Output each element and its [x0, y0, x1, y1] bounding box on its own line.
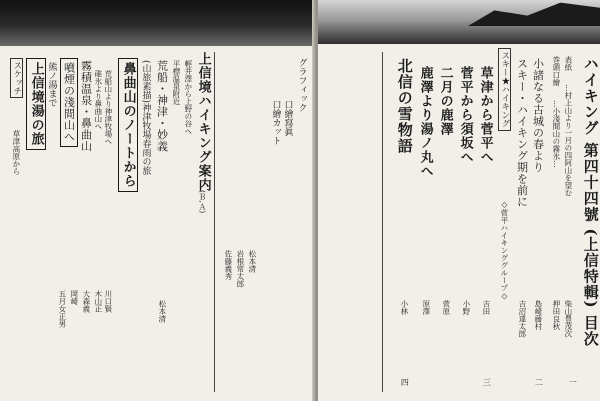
ski-route-1: 草津から菅平へ	[477, 66, 493, 164]
story-2: 碓氷より鼻曲山へ	[93, 70, 103, 130]
header-photo-right	[318, 0, 600, 44]
ski-author-3: 菅原	[441, 300, 451, 315]
frontispiece-credit: 押田良秋	[551, 300, 561, 330]
story-3: 霧積温泉・鼻曲山	[79, 60, 93, 152]
header-photo-left	[0, 0, 314, 46]
article-1-author: 島崎藤村	[533, 300, 543, 330]
masthead: ハイキング 第四十四號 (上信特輯) 目次	[581, 56, 600, 347]
mountain-sub: (山旅素描)神津牧場春雨の旅	[140, 60, 151, 176]
mountain-silhouette	[468, 0, 600, 26]
sketch-label: スケッチ	[10, 58, 23, 98]
north-title: 北信の雪物語	[395, 58, 414, 154]
column-divider	[214, 52, 215, 392]
right-column-divider	[382, 52, 383, 392]
article-1: 小諸なる古城の春より	[531, 58, 545, 173]
boundary-title: 上信境湯の旅	[26, 58, 46, 150]
ski-author-1: 吉田	[481, 300, 491, 315]
graphic-item-1: 松本清	[247, 250, 257, 273]
page-label-1: 一	[568, 378, 578, 386]
ski-route-4: 鹿澤より湯ノ丸へ	[417, 66, 433, 178]
ski-route-2: 菅平から須坂へ	[457, 66, 473, 164]
page-label-4: 四	[400, 378, 410, 386]
hiking-guide-line-1: 輕井澤から上野の谷へ	[183, 60, 193, 135]
story-author-4: 岡崎	[69, 290, 79, 305]
photos-label: 口繪寫眞	[282, 100, 293, 136]
hiking-guide-sub: (Ｂ,Ａ)	[197, 190, 207, 214]
story-4: 噴煙の淺間山へ	[60, 58, 78, 147]
page-label-2: 二	[534, 378, 544, 386]
cover-text: …村上山より一月の四阿山を望む	[563, 84, 573, 197]
story-author-5: 五月女正男	[57, 290, 67, 328]
frontispiece-label: 巻頭口繪	[551, 56, 561, 86]
north-author: 小林	[399, 300, 409, 315]
right-page	[318, 0, 600, 401]
essay-author: 松本清	[157, 300, 167, 323]
graphic-item-2: 岩根常太郎	[235, 250, 245, 288]
story-author-2: 木山正	[93, 290, 103, 313]
ski-author-2: 小野	[461, 300, 471, 315]
ski-route-3: 二月の鹿澤	[437, 66, 453, 136]
cover-label: 表紙	[563, 56, 573, 71]
story-5: 熊ノ湯まで	[46, 62, 57, 107]
ski-group: ◇菅平ハイキンググループ◇	[499, 200, 509, 301]
kusatsu-line: 草津高原から	[11, 130, 21, 175]
story-1: 荒船山より神津牧場へ	[103, 70, 113, 145]
card-label: 口繪カット	[270, 100, 281, 145]
cover-credit: 柴山豊茂次	[563, 300, 573, 338]
hiking-guide-title: 上信境ハイキング案内	[195, 52, 211, 192]
story-author-3: 大森義	[81, 290, 91, 313]
story-author-1: 川口賢	[103, 290, 113, 313]
ski-author-4: 原澤	[421, 300, 431, 315]
page-label-3: 三	[482, 378, 492, 386]
graphic-label: グラフィック	[296, 58, 307, 112]
essay-title: 荒船・神津・妙義	[155, 60, 169, 152]
ski-section-label: スキー★ハイキング	[498, 48, 511, 131]
graphic-item-3: 佐藤義秀	[223, 250, 233, 280]
mountain-title: 鼻曲山のノートから	[118, 58, 138, 192]
article-2-author: 吉沼達太郎	[517, 300, 527, 338]
hiking-guide-line-2: 平標温泉附近	[171, 60, 181, 105]
frontispiece-text: …小淺間山の霧氷…	[551, 100, 561, 168]
article-2: スキー・ハイキング期を前に	[515, 58, 529, 208]
